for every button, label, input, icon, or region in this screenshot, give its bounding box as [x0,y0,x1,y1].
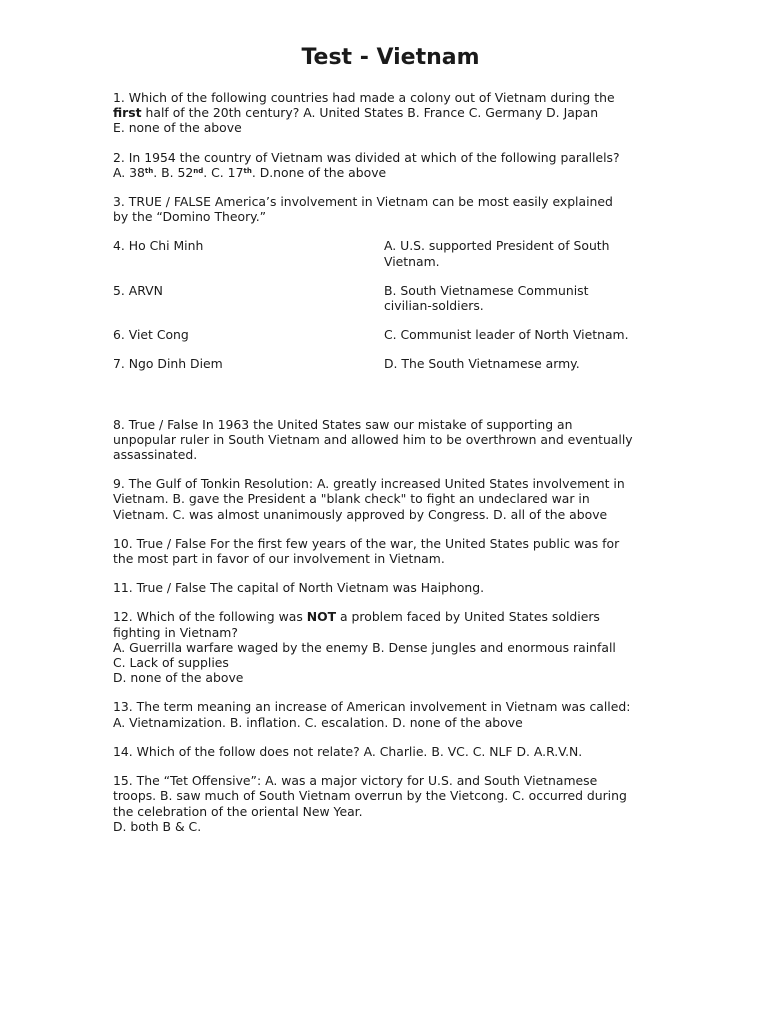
question-2-option-b-suffix: nd [193,166,204,175]
question-10 [113,536,658,566]
question-2-options [113,165,658,180]
question-11-line-1: 11. True / False The capital of North Vietnam was Haiphong. [113,580,485,596]
question-12-line-5: D. none of the above [113,670,244,686]
question-12-line-1-end: a problem faced by United States soldiers [336,609,600,625]
matching-definition-d-line-1: D. The South Vietnamese army. [384,356,580,372]
question-8-line-2: unpopular ruler in South Vietnam and allowed him to be overthrown and eventually [113,431,633,447]
question-12-line-3: A. Guerrilla warfare waged by the enemy B. Dense jungles and enormous rainfall [113,639,616,655]
matching-definition-b-line-1: B. South Vietnamese Communist [384,282,589,298]
matching-definition-d [384,356,658,371]
matching-definition-a-line-2: Vietnam. [384,253,440,269]
question-1 [113,90,658,136]
question-12-line-1-start: 12. Which of the following was [113,609,307,625]
question-12-emphasis: NOT [306,609,337,625]
question-2-line-1: 2. In 1954 the country of Vietnam was divided at which of the following parallels? [113,149,620,165]
question-3-line-1: 3. TRUE / FALSE America’s involvement in Vietnam can be most easily explained [113,194,613,210]
question-1-line-3: E. none of the above [113,120,242,136]
matching-term-4: 4. Ho Chi Minh [113,238,204,254]
question-1-emphasis: first [113,105,142,121]
question-15-line-4: D. both B & C. [113,818,202,834]
question-1-line-2 [113,105,658,120]
question-9 [113,476,658,522]
question-15-line-2: troops. B. saw much of South Vietnam overrun by the Vietcong. C. occurred during [113,788,627,804]
question-2-option-c: . C. 17 [203,164,244,180]
question-2-option-b: . B. 52 [153,164,194,180]
page-title: Test - Vietnam [301,45,480,70]
question-11 [113,580,658,595]
question-9-line-1: 9. The Gulf of Tonkin Resolution: A. greatly increased United States involvement in [113,476,625,492]
question-13-line-2: A. Vietnamization. B. inflation. C. escalation. D. none of the above [113,714,523,730]
question-14 [113,744,658,759]
matching-term-5: 5. ARVN [113,282,163,298]
question-8-line-3: assassinated. [113,447,198,463]
question-13-line-1: 13. The term meaning an increase of American involvement in Vietnam was called: [113,699,631,715]
test-document [113,44,658,848]
matching-definition-c [384,327,658,342]
matching-section [113,238,658,371]
question-2-option-a: A. 38 [113,164,145,180]
matching-definition-b-line-2: civilian-soldiers. [384,298,484,314]
question-9-line-2: Vietnam. B. gave the President a "blank check" to fight an undeclared war in [113,491,590,507]
matching-term-6: 6. Viet Cong [113,327,189,343]
question-2 [113,150,658,180]
question-10-line-2: the most part in favor of our involvement in Vietnam. [113,551,445,567]
question-12-line-2: fighting in Vietnam? [113,624,238,640]
question-1-line-1: 1. Which of the following countries had made a colony out of Vietnam during the [113,90,615,105]
question-2-option-c-suffix: th [243,166,252,175]
question-8 [113,417,658,463]
question-15 [113,773,658,834]
question-12-line-4: C. Lack of supplies [113,655,229,671]
question-12-line-1 [113,609,658,624]
matching-definition-a [384,238,658,268]
question-12 [113,609,658,685]
question-2-option-d: . D.none of the above [251,164,387,180]
question-15-line-3: the celebration of the oriental New Year. [113,803,363,819]
matching-definition-a-line-1: A. U.S. supported President of South [384,238,610,254]
question-2-option-a-suffix: th [144,166,154,175]
question-15-line-1: 15. The “Tet Offensive”: A. was a major victory for U.S. and South Vietnamese [113,773,598,789]
question-3 [113,194,658,224]
matching-definition-b [384,283,658,313]
question-10-line-1: 10. True / False For the first few years of the war, the United States public was for [113,535,620,551]
question-3-line-2: by the “Domino Theory.” [113,209,267,225]
question-8-line-1: 8. True / False In 1963 the United States saw our mistake of supporting an [113,416,573,432]
question-14-line-1: 14. Which of the follow does not relate? A. Charlie. B. VC. C. NLF D. A.R.V.N. [113,743,583,759]
question-9-line-3: Vietnam. C. was almost unanimously approved by Congress. D. all of the above [113,506,608,522]
question-1-line-2-text: half of the 20th century? A. United States B. France C. Germany D. Japan [141,105,599,121]
matching-term-7: 7. Ngo Dinh Diem [113,356,223,372]
question-13 [113,699,658,729]
matching-definition-c-line-1: C. Communist leader of North Vietnam. [384,327,629,343]
